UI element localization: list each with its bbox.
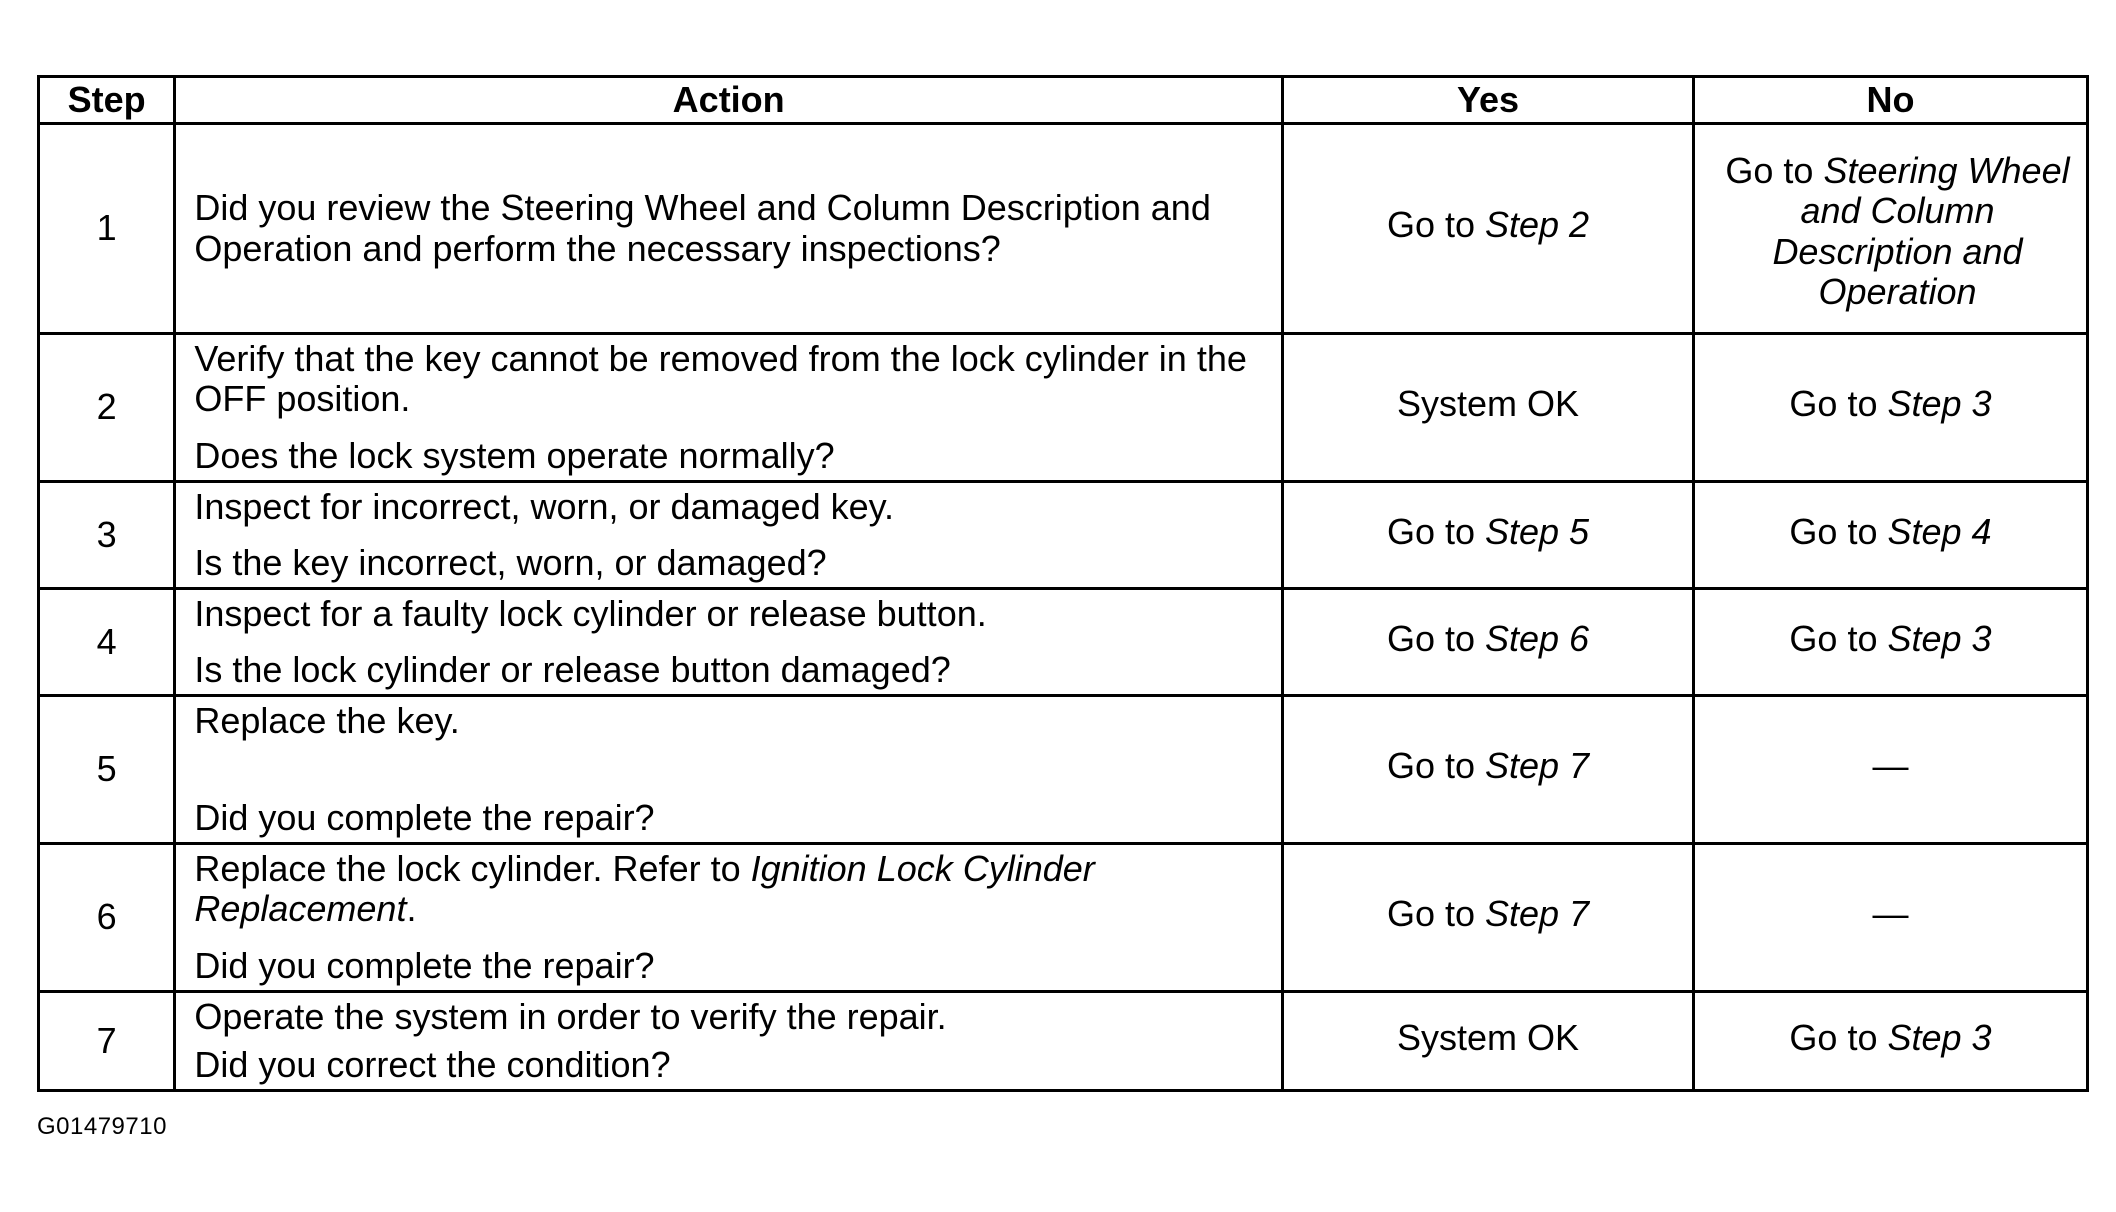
action-cell	[175, 992, 1283, 1091]
step-number: 7	[39, 992, 175, 1091]
table-row	[39, 334, 2088, 482]
yes-prefix: Go to	[1386, 617, 1485, 659]
yes-prefix: Go to	[1386, 745, 1485, 787]
no-cell	[1694, 482, 2088, 589]
action-cell	[175, 844, 1283, 992]
action-question: Is the lock cylinder or release button damaged?	[194, 648, 951, 690]
action-instruction: Replace the key.	[194, 700, 460, 741]
header-step: Step	[39, 77, 175, 124]
yes-cell	[1283, 334, 1694, 482]
yes-step-link[interactable]: Step 7	[1485, 745, 1590, 787]
action-question: Is the key incorrect, worn, or damaged?	[194, 541, 827, 583]
header-no: No	[1694, 77, 2088, 124]
no-cell	[1694, 334, 2088, 482]
figure-id: G01479710	[37, 1113, 167, 1140]
no-prefix: Go to	[1789, 617, 1888, 659]
yes-prefix: Go to	[1386, 204, 1485, 246]
action-instruction: Operate the system in order to verify the repair.	[194, 996, 947, 1037]
yes-cell	[1283, 124, 1694, 334]
step-number: 4	[39, 589, 175, 696]
no-result-dash: —	[1872, 893, 1909, 935]
action-question: Did you review the Steering Wheel and Column Description and Operation and perform the necessary inspections?	[194, 187, 1211, 269]
action-question: Does the lock system operate normally?	[194, 434, 835, 476]
yes-step-link[interactable]: Step 5	[1485, 510, 1590, 552]
no-cell	[1694, 696, 2088, 844]
yes-cell	[1283, 696, 1694, 844]
action-cell	[175, 589, 1283, 696]
table-row	[39, 844, 2088, 992]
no-result-dash: —	[1872, 745, 1909, 787]
action-instruction: Inspect for incorrect, worn, or damaged key.	[194, 486, 894, 527]
action-cell	[175, 696, 1283, 844]
table-row	[39, 482, 2088, 589]
header-yes: Yes	[1283, 77, 1694, 124]
yes-step-link[interactable]: Step 7	[1485, 893, 1590, 935]
yes-result: System OK	[1396, 383, 1580, 425]
no-step-link[interactable]: Step 4	[1887, 510, 1992, 552]
instruction-prefix: Replace the lock cylinder. Refer to	[194, 848, 751, 889]
yes-result: System OK	[1396, 1016, 1580, 1058]
yes-prefix: Go to	[1386, 893, 1485, 935]
header-action: Action	[175, 77, 1283, 124]
yes-step-link[interactable]: Step 6	[1485, 617, 1590, 659]
no-prefix: Go to	[1789, 383, 1888, 425]
action-instruction: Verify that the key cannot be removed from the lock cylinder in the OFF position.	[194, 338, 1247, 420]
no-reference-link[interactable]: Steering Wheel and Column Description and Operation	[1772, 149, 2070, 312]
yes-cell	[1283, 992, 1694, 1091]
action-question: Did you correct the condition?	[194, 1043, 671, 1085]
no-prefix: Go to	[1789, 510, 1888, 552]
step-number: 2	[39, 334, 175, 482]
yes-cell	[1283, 589, 1694, 696]
diagnostic-table	[37, 75, 2089, 1092]
yes-step-link[interactable]: Step 2	[1485, 204, 1590, 246]
no-cell	[1694, 992, 2088, 1091]
table-header-row	[39, 77, 2088, 124]
action-cell	[175, 124, 1283, 334]
table-row	[39, 696, 2088, 844]
instruction-suffix: .	[406, 888, 417, 930]
procedure-reference-link[interactable]: Ignition Lock Cylinder Replacement	[194, 848, 1095, 930]
step-number: 3	[39, 482, 175, 589]
action-cell	[175, 334, 1283, 482]
yes-cell	[1283, 482, 1694, 589]
no-step-link[interactable]: Step 3	[1887, 383, 1992, 425]
no-cell	[1694, 124, 2088, 334]
action-question: Did you complete the repair?	[194, 796, 655, 838]
no-prefix: Go to	[1789, 1016, 1888, 1058]
action-cell	[175, 482, 1283, 589]
no-step-link[interactable]: Step 3	[1887, 1016, 1992, 1058]
yes-prefix: Go to	[1386, 510, 1485, 552]
action-instruction	[194, 849, 1263, 930]
action-question: Did you complete the repair?	[194, 944, 655, 986]
yes-cell	[1283, 844, 1694, 992]
action-instruction: Inspect for a faulty lock cylinder or release button.	[194, 593, 987, 634]
step-number: 6	[39, 844, 175, 992]
step-number: 5	[39, 696, 175, 844]
table-row	[39, 124, 2088, 334]
table-row	[39, 589, 2088, 696]
no-cell	[1694, 844, 2088, 992]
no-prefix: Go to	[1725, 149, 1824, 191]
table-row	[39, 992, 2088, 1091]
no-cell	[1694, 589, 2088, 696]
step-number: 1	[39, 124, 175, 334]
no-step-link[interactable]: Step 3	[1887, 617, 1992, 659]
